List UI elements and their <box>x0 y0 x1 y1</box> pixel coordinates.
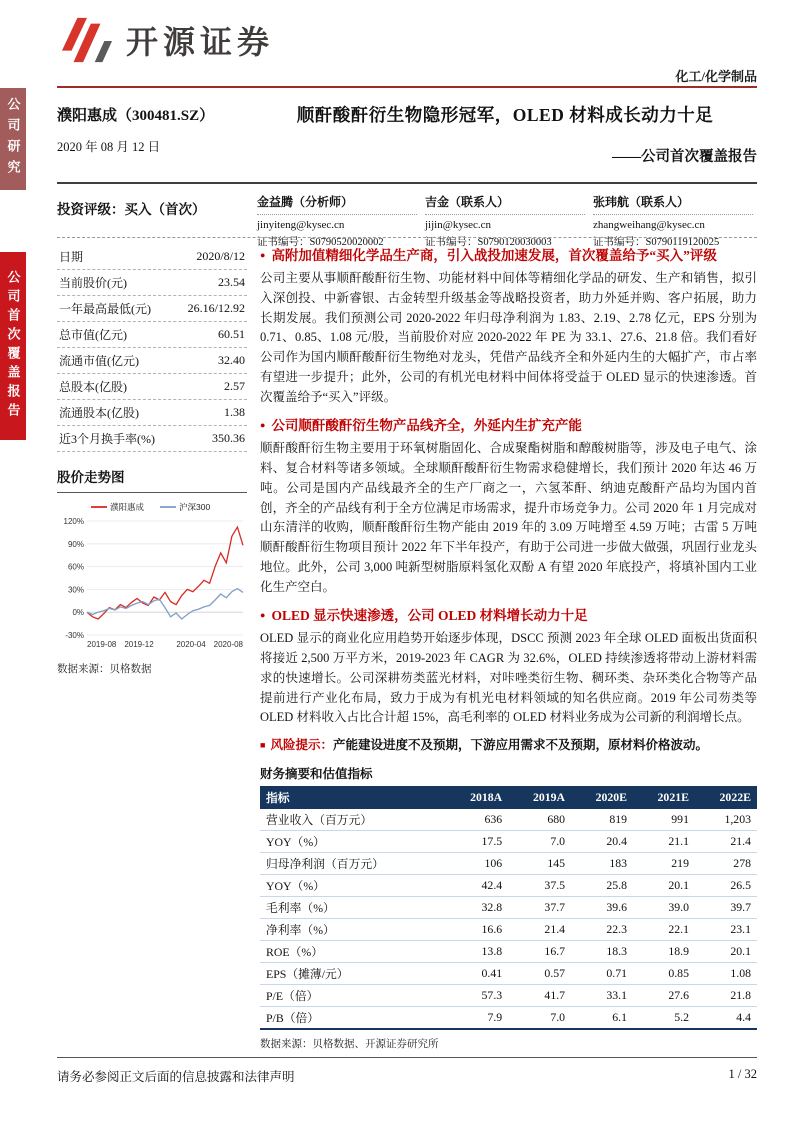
fin-cell: 21.1 <box>633 830 695 852</box>
meta-divider <box>57 237 757 238</box>
analyst-name: 吉金（联系人） <box>425 190 585 215</box>
bullet-dot-icon: ● <box>260 610 266 621</box>
fin-col-header: 2021E <box>633 786 695 809</box>
y-axis-tick-label: 30% <box>67 585 84 595</box>
fin-cell: 57.3 <box>445 984 508 1006</box>
stock-info-label: 总股本(亿股) <box>59 380 127 394</box>
analyst-name: 金益腾（分析师） <box>257 190 417 215</box>
fin-cell: 27.6 <box>633 984 695 1006</box>
analyst-card <box>421 190 589 249</box>
stock-info-label: 当前股价(元) <box>59 276 127 290</box>
fin-table-header-row <box>260 786 757 809</box>
fin-cell: 183 <box>571 852 633 874</box>
stock-info-label: 总市值(亿元) <box>59 328 127 342</box>
fin-cell: 39.6 <box>571 896 633 918</box>
fin-cell: 1,203 <box>695 809 757 831</box>
fin-cell: 39.7 <box>695 896 757 918</box>
fin-cell: 278 <box>695 852 757 874</box>
risk-label: 风险提示： <box>270 738 333 752</box>
fin-cell: 0.71 <box>571 962 633 984</box>
y-axis-tick-label: 60% <box>67 562 84 572</box>
investment-rating: 投资评级：买入（首次） <box>57 202 206 217</box>
fin-cell: 0.41 <box>445 962 508 984</box>
stock-info-row <box>57 400 247 426</box>
fin-cell: 7.0 <box>508 1006 571 1029</box>
risk-text: 产能建设进度不及预期，下游应用需求不及预期，原材料价格波动。 <box>332 738 708 752</box>
fin-cell: 5.2 <box>633 1006 695 1029</box>
stock-info-value: 350.36 <box>212 431 245 445</box>
bullet-square-icon: ■ <box>260 740 266 750</box>
title-left <box>57 96 253 166</box>
fin-table-row <box>260 1006 757 1029</box>
fin-cell: 32.8 <box>445 896 508 918</box>
fin-col-header: 指标 <box>260 786 445 809</box>
fin-col-header: 2018A <box>445 786 508 809</box>
report-title: 顺酐酸酐衍生物隐形冠军，OLED 材料成长动力十足 <box>296 105 714 125</box>
report-subtitle: ——公司首次覆盖报告 <box>612 149 757 165</box>
fin-row-label: 毛利率（%） <box>260 896 445 918</box>
header-divider <box>57 86 757 88</box>
fin-row-label: 归母净利润（百万元） <box>260 852 445 874</box>
series-line <box>87 527 243 619</box>
stock-info-value: 26.16/12.92 <box>187 301 245 315</box>
fin-row-label: 净利率（%） <box>260 918 445 940</box>
stock-info-value: 1.38 <box>224 405 245 419</box>
analyst-card <box>253 190 421 249</box>
stock-info-row <box>57 426 247 452</box>
report-section <box>260 244 757 407</box>
fin-cell: 16.7 <box>508 940 571 962</box>
fin-cell: 819 <box>571 809 633 831</box>
fin-cell: 39.0 <box>633 896 695 918</box>
section-heading-text: 公司顺酐酸酐衍生物产品线齐全，外延内生扩充产能 <box>271 418 582 434</box>
fin-cell: 0.57 <box>508 962 571 984</box>
analyst-cert: 证书编号：S0790520020002 <box>257 237 384 248</box>
title-divider <box>57 182 757 184</box>
legend-label: 沪深300 <box>179 502 211 512</box>
stock-info-value: 32.40 <box>218 353 245 367</box>
title-area <box>57 96 757 166</box>
analyst-email: jinyiteng@kysec.cn <box>257 219 345 231</box>
section-paragraph: OLED 显示的商业化应用趋势开始逐步体现，DSCC 预测 2023 年全球 OLED 面板出货面积将接近 2,500 万平方米，2019-2023 年 CAGR 为 32.6%，OLED 持续渗透将带动上游材料需求的快速增长。公司深耕芴类蓝光材料，对咔唑类衍生物、稠环类、杂环类化合物等产品提前进行产业化布局，致力于成为有机光电材料领域的知名供应商。2019 年公司芴类等 OLED 材料收入占比合计超 15%，高毛利率的 OLED 材料业务成为公司新的利润增长点。 <box>260 631 757 725</box>
page-number: 1 / 32 <box>728 1067 757 1081</box>
analyst-card <box>589 190 757 249</box>
fin-cell: 17.5 <box>445 830 508 852</box>
fin-cell: 636 <box>445 809 508 831</box>
fin-table-row <box>260 852 757 874</box>
section-heading-text: 高附加值精细化学品生产商，引入战投加速发展，首次覆盖给予“买入”评级 <box>271 248 717 263</box>
stock-info-value: 23.54 <box>218 275 245 289</box>
analysts-row <box>253 190 757 249</box>
section-paragraph: 顺酐酸酐衍生物主要用于环氧树脂固化、合成聚酯树脂和醇酸树脂等，涉及电子电气、涂料、复合材料等诸多领域。全球顺酐酸酐衍生物需求稳健增长，我们预计 2020 年达 46 万吨。公司是国内产品线最齐全的生产厂商之一，六氢苯酐、纳迪克酸酐产品均为国内首创，齐全的产品线有利于全方位满足市场需求，提升市场竞争力。公司 2020 年 1 月完成对山东清洋的收购，顺酐酸酐衍生物产能由 2019 年的 3.09 万吨增至 4.59 万吨；古雷 5 万吨顺酐酸酐衍生物项目预计 2022 年下半年投产，有助于公司进一步做大做强，巩固行业龙头地位。此外，公司 3,000 吨新型树脂原料氢化双酚 A 有望 2020 年底投产，将填补国内工业化生产空白。 <box>260 441 757 594</box>
analyst-email: jijin@kysec.cn <box>425 219 492 231</box>
fin-cell: 22.3 <box>571 918 633 940</box>
fin-cell: 991 <box>633 809 695 831</box>
y-axis-tick-label: 120% <box>63 517 84 526</box>
section-heading-text: OLED 显示快速渗透，公司 OLED 材料增长动力十足 <box>271 608 588 624</box>
analyst-email: zhangweihang@kysec.cn <box>593 219 705 231</box>
fin-cell: 106 <box>445 852 508 874</box>
fin-cell: 23.1 <box>695 918 757 940</box>
brand-name: 开源证券 <box>126 24 275 60</box>
fin-cell: 21.4 <box>695 830 757 852</box>
fin-row-label: P/E（倍） <box>260 984 445 1006</box>
fin-cell: 7.0 <box>508 830 571 852</box>
fin-cell: 7.9 <box>445 1006 508 1029</box>
fin-cell: 22.1 <box>633 918 695 940</box>
fin-col-header: 2019A <box>508 786 571 809</box>
stock-info-row <box>57 244 247 270</box>
fin-cell: 18.9 <box>633 940 695 962</box>
stock-info-label: 近3个月换手率(%) <box>59 432 155 446</box>
fin-cell: 6.1 <box>571 1006 633 1029</box>
stock-info-row <box>57 322 247 348</box>
fin-cell: 145 <box>508 852 571 874</box>
y-axis-tick-label: -30% <box>65 631 84 640</box>
fin-cell: 42.4 <box>445 874 508 896</box>
fin-cell: 41.7 <box>508 984 571 1006</box>
fin-cell: 18.3 <box>571 940 633 962</box>
fin-cell: 21.8 <box>695 984 757 1006</box>
fin-table-row <box>260 962 757 984</box>
meta-row <box>57 190 757 249</box>
fin-table-row <box>260 984 757 1006</box>
y-axis-tick-label: 90% <box>67 539 84 549</box>
fin-cell: 219 <box>633 852 695 874</box>
stock-info-row <box>57 270 247 296</box>
side-tab-company-research: 公司研究 <box>0 88 26 190</box>
company-title: 濮阳惠成（300481.SZ） <box>57 108 215 124</box>
price-chart-title: 股价走势图 <box>57 466 247 493</box>
price-chart-source: 数据来源：贝格数据 <box>57 664 152 675</box>
fin-cell: 21.4 <box>508 918 571 940</box>
stock-info-value: 2020/8/12 <box>196 249 245 263</box>
price-chart <box>57 499 247 651</box>
main-column <box>260 244 757 1051</box>
fin-cell: 26.5 <box>695 874 757 896</box>
fin-row-label: ROE（%） <box>260 940 445 962</box>
fin-cell: 1.08 <box>695 962 757 984</box>
fin-col-header: 2020E <box>571 786 633 809</box>
risk-note <box>260 736 757 755</box>
fin-cell: 33.1 <box>571 984 633 1006</box>
footer <box>57 1057 757 1085</box>
x-axis-tick-label: 2020-08 <box>213 640 243 649</box>
report-section <box>260 604 757 728</box>
side-tab-first-coverage: 公司首次覆盖报告 <box>0 252 26 440</box>
x-axis-tick-label: 2020-04 <box>176 640 206 649</box>
bullet-dot-icon: ● <box>260 250 266 260</box>
fin-table-row <box>260 918 757 940</box>
fin-cell: 37.7 <box>508 896 571 918</box>
fin-table-source: 数据来源：贝格数据、开源证券研究所 <box>260 1038 439 1050</box>
fin-table-title: 财务摘要和估值指标 <box>260 766 373 781</box>
stock-info-label: 日期 <box>59 250 84 264</box>
report-section <box>260 414 757 597</box>
y-axis-tick-label: 0% <box>72 608 84 618</box>
bullet-dot-icon: ● <box>260 420 266 431</box>
fin-cell: 20.1 <box>633 874 695 896</box>
section-heading <box>260 244 757 264</box>
fin-row-label: YOY（%） <box>260 830 445 852</box>
analyst-cert: 证书编号：S0790119120025 <box>593 237 720 248</box>
fin-table-body <box>260 809 757 1029</box>
fin-cell: 13.8 <box>445 940 508 962</box>
title-right <box>253 96 757 166</box>
stock-info-row <box>57 374 247 400</box>
financial-table <box>260 786 757 1030</box>
report-sections <box>260 244 757 728</box>
fin-table-row <box>260 940 757 962</box>
section-heading <box>260 414 757 434</box>
fin-table-row <box>260 896 757 918</box>
left-column <box>57 244 247 676</box>
fin-row-label: 营业收入（百万元） <box>260 809 445 831</box>
fin-cell: 4.4 <box>695 1006 757 1029</box>
section-heading <box>260 604 757 624</box>
industry-tag: 化工/化学制品 <box>675 69 757 84</box>
report-date: 2020 年 08 月 12 日 <box>57 140 161 154</box>
section-paragraph: 公司主要从事顺酐酸酐衍生物、功能材料中间体等精细化学品的研发、生产和销售，拟引入深创投、中新睿银、古金转型升级基金等战略投资者，助力外延并购、客户拓展，助力长期发展。我们预测公司 2020-2022 年归母净利润为 1.83、2.19、2.78 亿元，EPS 分别为 0.71、0.85、1.08 元/股，当前股价对应 2020-2022 年 PE 为 33.1、27.6、21.8 倍。我们看好公司作为国内顺酐酸酐衍生物绝对龙头，凭借产品线齐全和外延内生的大幅扩产，市占率有望进一步提升；此外，公司的有机光电材料中间体将受益于 OLED 显示的快速渗透。首次覆盖给予“买入”评级。 <box>260 271 757 404</box>
stock-info-label: 流通股本(亿股) <box>59 406 139 420</box>
fin-cell: 16.6 <box>445 918 508 940</box>
fin-cell: 0.85 <box>633 962 695 984</box>
stock-info-label: 流通市值(亿元) <box>59 354 139 368</box>
fin-table-row <box>260 830 757 852</box>
footer-disclaimer: 请务必参阅正文后面的信息披露和法律声明 <box>57 1070 295 1084</box>
fin-row-label: P/B（倍） <box>260 1006 445 1029</box>
stock-info-row <box>57 348 247 374</box>
analyst-cert: 证书编号：S0790120030003 <box>425 237 552 248</box>
fin-cell: 37.5 <box>508 874 571 896</box>
legend-label: 濮阳惠成 <box>110 502 145 512</box>
fin-table-row <box>260 809 757 831</box>
stock-info-value: 2.57 <box>224 379 245 393</box>
brand <box>58 14 274 66</box>
analyst-name: 张玮航（联系人） <box>593 190 753 215</box>
fin-row-label: EPS（摊薄/元） <box>260 962 445 984</box>
fin-cell: 680 <box>508 809 571 831</box>
x-axis-tick-label: 2019-12 <box>124 640 154 649</box>
stock-info-label: 一年最高最低(元) <box>59 302 151 316</box>
stock-info-table <box>57 244 247 452</box>
fin-cell: 25.8 <box>571 874 633 896</box>
fin-row-label: YOY（%） <box>260 874 445 896</box>
fin-cell: 20.1 <box>695 940 757 962</box>
brand-logo-icon <box>58 14 116 66</box>
x-axis-tick-label: 2019-08 <box>87 640 117 649</box>
fin-table-row <box>260 874 757 896</box>
stock-info-value: 60.51 <box>218 327 245 341</box>
fin-cell: 20.4 <box>571 830 633 852</box>
stock-info-row <box>57 296 247 322</box>
fin-col-header: 2022E <box>695 786 757 809</box>
